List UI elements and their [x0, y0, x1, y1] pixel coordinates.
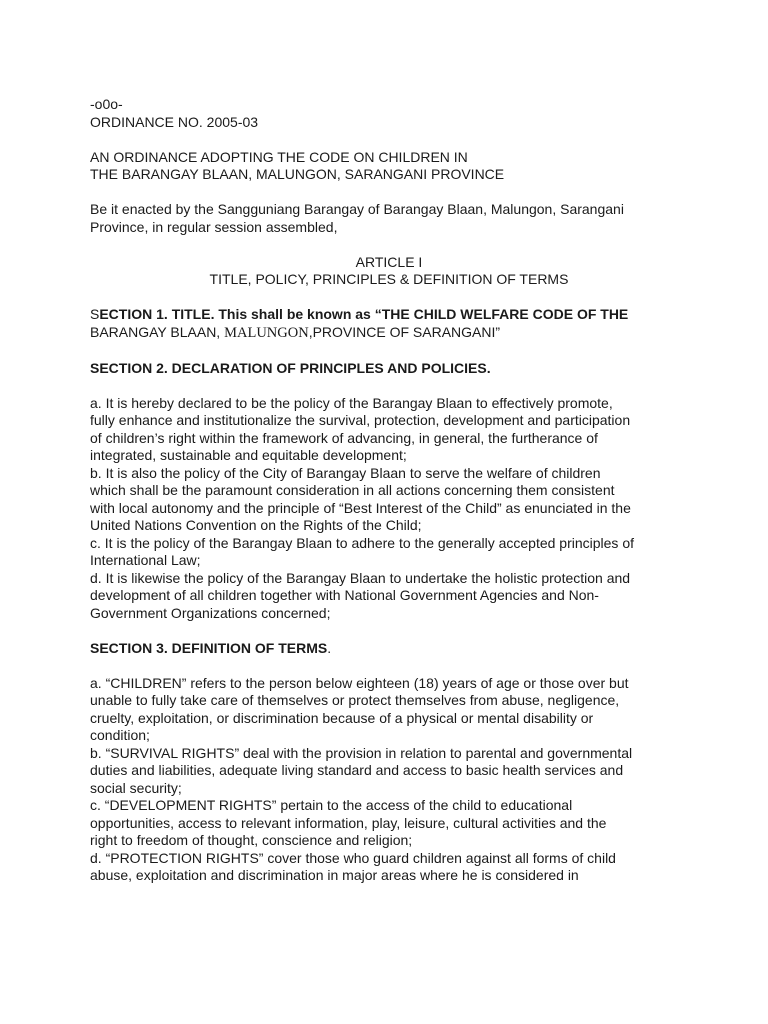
- section-3-line: opportunities, access to relevant information, play, leisure, cultural activities and the: [90, 814, 607, 831]
- section-2-line: of children’s right within the framework of advancing, in general, the furtherance of: [90, 429, 598, 446]
- section-2-line: United Nations Convention on the Rights of the Child;: [90, 517, 422, 533]
- section-3-heading-tail: .: [327, 639, 332, 656]
- section-3-line: d. “PROTECTION RIGHTS” cover those who guard children against all forms of child: [90, 849, 616, 866]
- section-2-line: which shall be the paramount consideration in all actions concerning them consistent: [90, 482, 615, 498]
- spacer: [90, 377, 688, 395]
- section-3-line: c. “DEVELOPMENT RIGHTS” pertain to the access of the child to educational: [90, 797, 573, 813]
- section-1-line-1: [90, 306, 688, 324]
- section-1-text-b: MALUNGON: [224, 324, 309, 341]
- section-2-line: with local autonomy and the principle of “Best Interest of the Child” as enunciated in the: [90, 499, 631, 516]
- spacer: [90, 657, 688, 675]
- section-3-heading-line: [90, 640, 688, 658]
- spacer: [90, 342, 688, 360]
- section-3-heading: SECTION 3. DEFINITION OF TERMS: [90, 639, 328, 656]
- section-3-line: duties and liabilities, adequate living standard and access to basic health services and: [90, 762, 624, 778]
- ordinance-title-line-2: THE BARANGAY BLAAN, MALUNGON, SARANGANI PROVINCE: [90, 166, 505, 182]
- spacer: [90, 131, 688, 149]
- section-2-heading: SECTION 2. DECLARATION OF PRINCIPLES AND POLICIES.: [90, 359, 491, 376]
- ordinance-title-line-1: AN ORDINANCE ADOPTING THE CODE ON CHILDREN IN: [90, 148, 468, 165]
- section-2-line: fully enhance and institutionalize the survival, protection, development and participation: [90, 412, 631, 428]
- header-mark: -o0o-: [90, 96, 123, 112]
- enacting-clause-line-2: Province, in regular session assembled,: [90, 218, 338, 235]
- article-heading: TITLE, POLICY, PRINCIPLES & DEFINITION OF TERMS: [209, 271, 569, 287]
- section-3-line: abuse, exploitation and discrimination in major areas where he is considered in: [90, 867, 579, 883]
- section-2-line: c. It is the policy of the Barangay Blaan to adhere to the generally accepted principles of: [90, 534, 634, 551]
- section-1-title: ECTION 1. TITLE. This shall be known as “THE CHILD WELFARE CODE OF THE: [99, 306, 629, 322]
- section-3-line: cruelty, exploitation, or discrimination because of a physical or mental disability or: [90, 709, 594, 726]
- section-2-line: a. It is hereby declared to be the policy of the Barangay Blaan to effectively promote,: [90, 394, 613, 411]
- section-2-line: d. It is likewise the policy of the Barangay Blaan to undertake the holistic protection and: [90, 569, 631, 586]
- section-2-line: Government Organizations concerned;: [90, 604, 331, 621]
- section-3-line: right to freedom of thought, conscience and religion;: [90, 832, 413, 848]
- spacer: [90, 289, 688, 307]
- spacer: [90, 622, 688, 640]
- section-1-text-c: ,PROVINCE OF SARANGANI”: [308, 323, 501, 340]
- section-3-line: social security;: [90, 779, 182, 796]
- section-2-line: International Law;: [90, 552, 201, 568]
- section-3-line: unable to fully take care of themselves or protect themselves from abuse, negligence,: [90, 692, 620, 708]
- enacting-clause-line-1: Be it enacted by the Sangguniang Barangay of Barangay Blaan, Malungon, Sarangani: [90, 201, 624, 217]
- ordinance-number: ORDINANCE NO. 2005-03: [90, 113, 259, 130]
- section-1-line-2: [90, 324, 688, 343]
- article-number: ARTICLE I: [355, 253, 423, 270]
- spacer: [90, 184, 688, 202]
- spacer: [90, 236, 688, 254]
- section-3-line: b. “SURVIVAL RIGHTS” deal with the provision in relation to parental and governmental: [90, 744, 633, 761]
- section-3-line: condition;: [90, 727, 150, 743]
- section-1-first-letter: S: [90, 306, 100, 322]
- section-2-line: integrated, sustainable and equitable development;: [90, 447, 407, 463]
- section-1-text-a: BARANGAY BLAAN,: [90, 323, 225, 340]
- section-3-line: a. “CHILDREN” refers to the person below eighteen (18) years of age or those over but: [90, 674, 629, 691]
- section-2-line: b. It is also the policy of the City of Barangay Blaan to serve the welfare of children: [90, 464, 601, 481]
- section-2-line: development of all children together with National Government Agencies and Non-: [90, 587, 599, 603]
